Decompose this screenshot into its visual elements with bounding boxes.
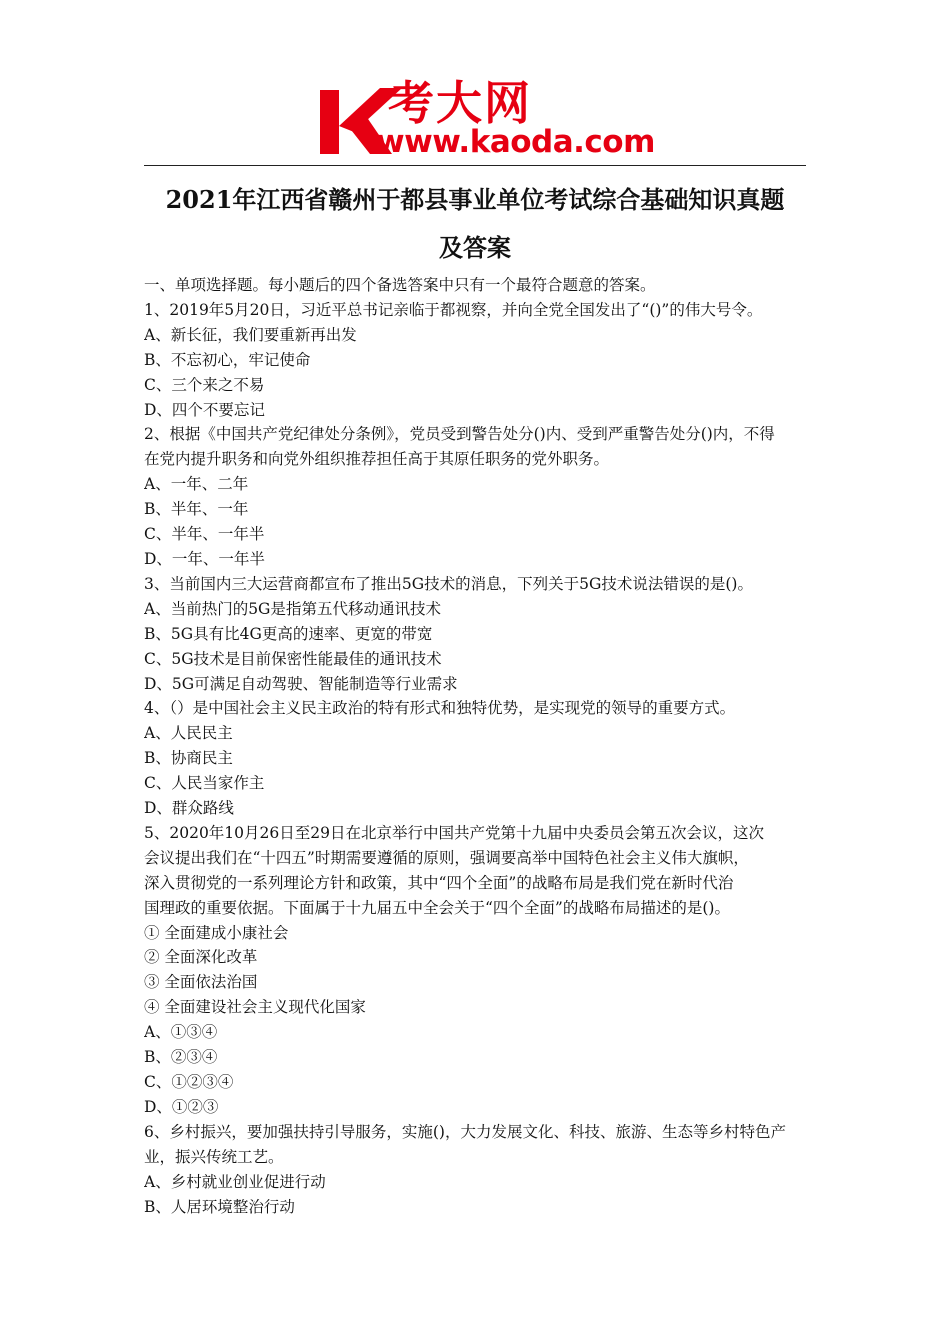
kaoda-logo <box>318 76 655 160</box>
text-line: 6、乡村振兴，要加强扶持引导服务，实施()，大力发展文化、科技、旅游、生态等乡村特色产 <box>144 1122 786 1141</box>
text-line: C、三个来之不易 <box>144 375 265 394</box>
text-line: 会议提出我们在“十四五”时期需要遵循的原则，强调要高举中国特色社会主义伟大旗帜， <box>144 848 749 867</box>
text-line: B、人居环境整治行动 <box>144 1197 295 1216</box>
text-line: ① 全面建成小康社会 <box>144 923 289 942</box>
text-line: 1、2019年5月20日，习近平总书记亲临于都视察，并向全党全国发出了“()”的伟大号令。 <box>144 300 763 319</box>
text-line: 国理政的重要依据。下面属于十九届五中全会关于“四个全面”的战略布局描述的是()。 <box>144 898 730 917</box>
text-line: B、②③④ <box>144 1048 218 1067</box>
logo-url-text: www.kaoda.com <box>376 124 655 160</box>
logo-chinese-text: 考大网 <box>388 76 532 130</box>
text-line: B、不忘初心，牢记使命 <box>144 350 311 369</box>
text-line: D、①②③ <box>144 1097 219 1116</box>
text-line: C、①②③④ <box>144 1073 234 1091</box>
document-title-line-1: 2021年江西省赣州于都县事业单位考试综合基础知识真题 <box>165 185 785 214</box>
text-line: A、人民民主 <box>144 724 233 743</box>
text-line: D、一年、一年半 <box>144 549 265 568</box>
document-title-line-2: 及答案 <box>439 233 511 262</box>
document-body <box>144 273 808 1219</box>
text-line: 业，振兴传统工艺。 <box>144 1147 284 1166</box>
text-line: A、新长征，我们要重新再出发 <box>144 325 357 344</box>
text-line: ④ 全面建设社会主义现代化国家 <box>144 998 366 1017</box>
text-line: ② 全面深化改革 <box>144 948 258 967</box>
text-line: 深入贯彻党的一系列理论方针和政策，其中“四个全面”的战略布局是我们党在新时代治 <box>144 873 734 892</box>
text-line: 在党内提升职务和向党外组织推荐担任高于其原任职务的党外职务。 <box>144 450 610 469</box>
text-line: D、四个不要忘记 <box>144 400 265 419</box>
text-line: A、当前热门的5G是指第五代移动通讯技术 <box>144 599 441 618</box>
text-line: D、群众路线 <box>144 799 234 818</box>
text-line: C、5G技术是目前保密性能最佳的通讯技术 <box>144 649 442 668</box>
header-divider <box>144 165 806 166</box>
text-line: 4、（）是中国社会主义民主政治的特有形式和独特优势，是实现党的领导的重要方式。 <box>144 699 736 718</box>
text-line: B、5G具有比4G更高的速率、更宽的带宽 <box>144 624 433 643</box>
text-line: D、5G可满足自动驾驶、智能制造等行业需求 <box>144 674 458 693</box>
text-line: C、半年、一年半 <box>144 525 265 544</box>
text-line: B、半年、一年 <box>144 500 249 519</box>
text-line: 2、根据《中国共产党纪律处分条例》，党员受到警告处分()内、受到严重警告处分()内，不得 <box>144 425 775 444</box>
text-line: A、乡村就业创业促进行动 <box>144 1172 326 1191</box>
text-line: A、①③④ <box>144 1023 218 1042</box>
text-line: A、一年、二年 <box>144 475 249 494</box>
text-line: ③ 全面依法治国 <box>144 973 258 992</box>
text-line: C、人民当家作主 <box>144 774 265 793</box>
text-line: B、协商民主 <box>144 749 233 768</box>
text-line: 5、2020年10月26日至29日在北京举行中国共产党第十九届中央委员会第五次会议，这次 <box>144 823 764 842</box>
text-line: 一、单项选择题。每小题后的四个备选答案中只有一个最符合题意的答案。 <box>144 276 656 294</box>
text-line: 3、当前国内三大运营商都宣布了推出5G技术的消息，下列关于5G技术说法错误的是()。 <box>144 574 753 593</box>
